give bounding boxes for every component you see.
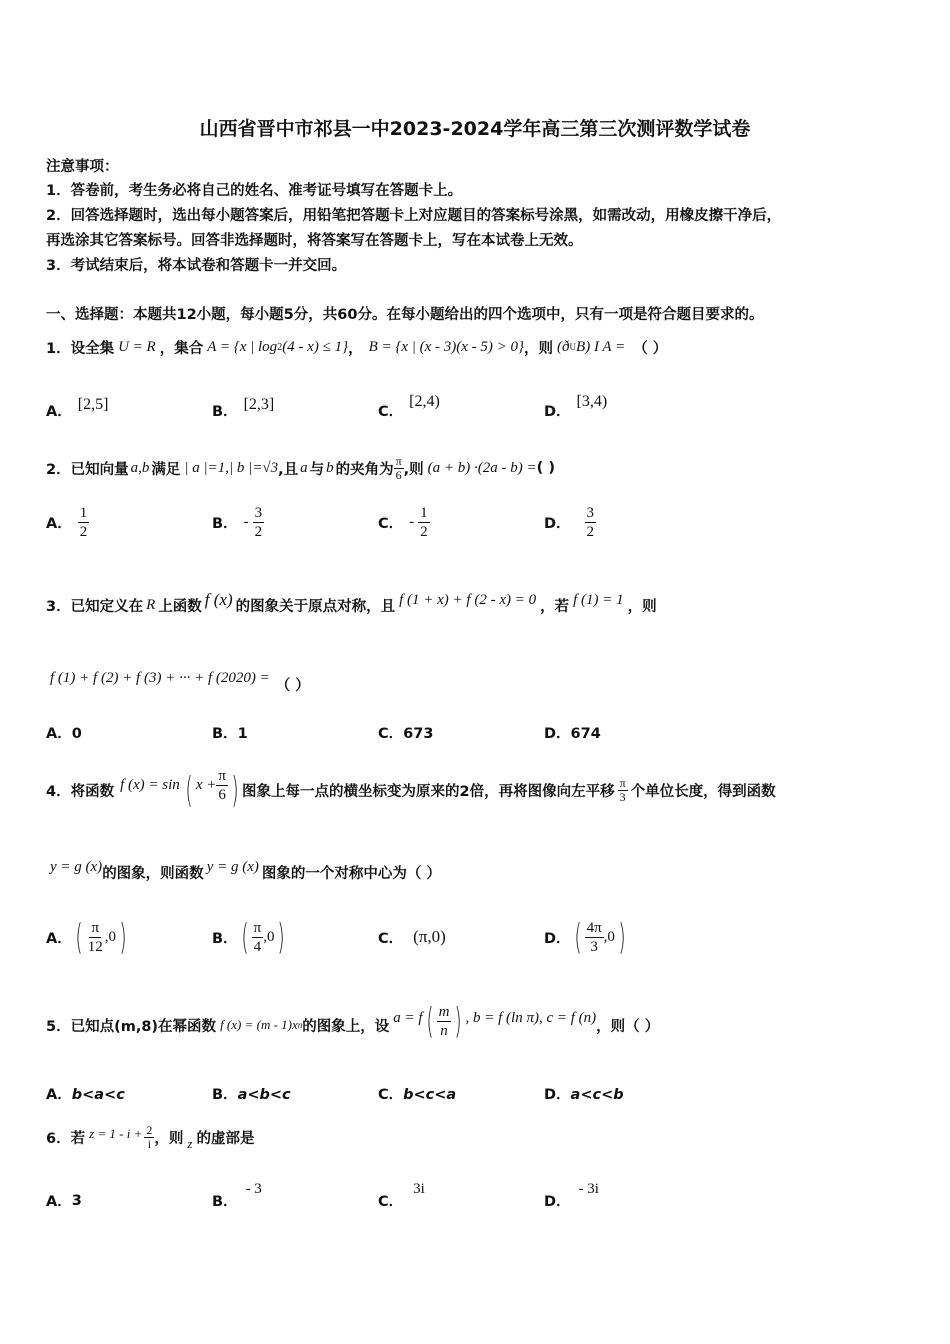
q5-option-a[interactable] bbox=[46, 1083, 212, 1104]
option-value: 673 bbox=[403, 726, 434, 742]
option-fraction: $\frac{1}{2}$ bbox=[420, 505, 428, 540]
page-title: 山西省晋中市祁县一中2023-2024学年高三第三次测评数学试卷 bbox=[199, 118, 751, 140]
option-value: 3 bbox=[71, 1192, 82, 1209]
option-value: 1 bbox=[237, 726, 248, 742]
q4-gx: y = g (x) bbox=[50, 858, 103, 875]
option-letter: A． bbox=[46, 404, 72, 420]
q6-mid2: 的虚部是 bbox=[196, 1130, 255, 1147]
option-letter: B． bbox=[212, 930, 238, 947]
q5-aeq: a = f bbox=[393, 1009, 423, 1026]
q4-shift: $\frac{\pi}{3}$ bbox=[619, 775, 626, 804]
note-2-cont: 再选涂其它答案标号。回答非选择题时，将答案写在答题卡上，写在本试卷上无效。 bbox=[46, 233, 583, 249]
q4-xplus: x + bbox=[195, 776, 217, 793]
q5-option-c[interactable] bbox=[378, 1083, 544, 1104]
option-letter: B． bbox=[212, 516, 238, 532]
option-value: 674 bbox=[570, 726, 601, 742]
q2-angle: $\frac{\pi}{6}$ bbox=[395, 453, 402, 482]
q6-option-d[interactable] bbox=[544, 1176, 710, 1211]
q1-exprsub: U bbox=[569, 342, 577, 352]
q4-fx: f (x) = sin bbox=[120, 776, 180, 793]
note-2: 2．回答选择题时，选出每小题答案后，用铅笔把答题卡上对应题目的答案标号涂黑，如需改动，用橡皮擦干净后， bbox=[46, 208, 782, 224]
q4-line2 bbox=[50, 855, 441, 889]
option-value: b<a<c bbox=[71, 1087, 125, 1103]
q3-option-c[interactable] bbox=[378, 722, 544, 743]
q2-option-a[interactable] bbox=[46, 504, 212, 541]
option-value: 0 bbox=[71, 726, 82, 742]
q1-option-d[interactable] bbox=[544, 388, 710, 421]
option-letter: A． bbox=[46, 516, 72, 532]
option-fraction: $\frac{3}{2}$ bbox=[254, 505, 263, 540]
option-value: - 3 bbox=[245, 1181, 262, 1197]
q4-pi-over-6: $\frac{\pi}{6}$ bbox=[218, 767, 226, 803]
q2-mid1: 满足 bbox=[151, 461, 181, 478]
q2-ab: a,b bbox=[130, 459, 150, 476]
q5-sup: n bbox=[297, 1020, 303, 1030]
option-fraction: $\frac{4\pi}{3}$ bbox=[586, 919, 602, 955]
q4-option-a[interactable]: A． ( $\frac{\pi}{12}$ ,0 ) bbox=[46, 916, 127, 958]
q4-mid1: 图象上每一点的横坐标变为原来的2倍，再将图像向左平移 bbox=[242, 783, 615, 800]
option-letter: B． bbox=[212, 1194, 238, 1210]
q2-cond: | a |=1,| b |=√3 bbox=[184, 459, 279, 476]
option-sign: - bbox=[243, 514, 249, 530]
option-value: [2,5] bbox=[77, 395, 109, 413]
section-heading: 一、选择题：本题共12小题，每小题5分，共60分。在每小题给出的四个选项中，只有一项是符合题目要求的。 bbox=[46, 307, 764, 323]
q3-options bbox=[46, 722, 710, 743]
q1-u: U = R bbox=[118, 338, 156, 355]
option-value: a<b<c bbox=[237, 1087, 291, 1103]
question-2 bbox=[46, 448, 555, 488]
q3-paren: （ ） bbox=[275, 678, 310, 694]
option-letter: A． bbox=[46, 726, 72, 742]
q4-mid2: 个单位长度，得到函数 bbox=[630, 783, 776, 800]
q2-option-b[interactable] bbox=[212, 504, 378, 541]
q3-mid4: ，则 bbox=[627, 598, 657, 615]
q4-option-b[interactable]: B． ( $\frac{\pi}{4}$ ,0 ) bbox=[212, 916, 285, 958]
question-4 bbox=[46, 760, 776, 820]
option-letter: B． bbox=[212, 726, 238, 742]
q4-gx2: y = g (x) bbox=[206, 858, 259, 875]
paren-close: ) bbox=[231, 769, 239, 811]
option-letter: B． bbox=[212, 1087, 238, 1103]
q6-options bbox=[46, 1176, 710, 1211]
q6-option-a[interactable] bbox=[46, 1176, 212, 1211]
q5-options bbox=[46, 1083, 710, 1104]
q3-fx: f (x) bbox=[204, 590, 233, 609]
option-letter: D． bbox=[544, 404, 571, 420]
q2-pre: 2．已知向量 bbox=[46, 461, 129, 478]
question-1 bbox=[46, 330, 667, 364]
q4-option-d[interactable]: D． ( $\frac{4\pi}{3}$ ,0 ) bbox=[544, 916, 626, 958]
q3-option-a[interactable] bbox=[46, 722, 212, 743]
option-value: [2,3] bbox=[243, 395, 275, 413]
q3-option-d[interactable] bbox=[544, 722, 710, 743]
q1-expr2: B) I A = bbox=[576, 338, 626, 355]
option-value: 3i bbox=[413, 1181, 425, 1197]
option-letter: C． bbox=[378, 1087, 404, 1103]
q1-paren: （ ） bbox=[633, 340, 668, 357]
q6-zz: z bbox=[187, 1136, 193, 1151]
q2-expr: (a + b) ·(2a - b) = bbox=[427, 459, 537, 476]
q1-expr: (ð bbox=[557, 338, 570, 355]
q3-cond: f (1 + x) + f (2 - x) = 0 bbox=[399, 591, 537, 608]
question-5: 5．已知点(m,8)在幂函数 f (x) = (m - 1)x n 的图象上，设 a = f ( $\frac{m}{n}$ ) , b = f (ln π), c = f (n) ，则（ ） bbox=[46, 1000, 660, 1042]
option-letter: A． bbox=[46, 930, 72, 947]
q2-option-d[interactable] bbox=[544, 504, 710, 541]
q1-options bbox=[46, 388, 710, 421]
q1-setA: A = {x | log bbox=[207, 338, 278, 355]
option-letter: C． bbox=[378, 930, 404, 947]
option-fraction: $\frac{3}{2}$ bbox=[586, 505, 595, 540]
q6-mid1: ，则 bbox=[154, 1130, 184, 1147]
q5-m-over-n: $\frac{m}{n}$ bbox=[438, 1003, 450, 1039]
q4-mid3: 的图象，则函数 bbox=[102, 865, 204, 882]
q6-fraction: $\frac{2}{i}$ bbox=[146, 1122, 153, 1151]
option-letter: D． bbox=[544, 930, 571, 947]
option-fraction: $\frac{\pi}{12}$ bbox=[87, 919, 103, 955]
q3-sum-line bbox=[50, 662, 310, 695]
q6-pre: 6．若 bbox=[46, 1130, 86, 1147]
option-value: (π,0) bbox=[413, 927, 446, 946]
q5-fx: f (x) = (m - 1)x bbox=[220, 1017, 298, 1032]
q3-mid3: ，若 bbox=[540, 598, 570, 615]
q3-f1: f (1) = 1 bbox=[573, 591, 624, 608]
q5-mid1: 的图象上，设 bbox=[302, 1018, 390, 1035]
option-value: - 3i bbox=[578, 1181, 599, 1197]
q2-paren: ( ) bbox=[536, 460, 555, 476]
q4-options bbox=[46, 912, 710, 962]
q2-mid2: ,且 bbox=[278, 461, 299, 478]
option-letter: D． bbox=[544, 726, 571, 742]
q5-pre: 5．已知点(m,8)在幂函数 bbox=[46, 1018, 217, 1035]
note-3: 3．考试结束后，将本试卷和答题卡一并交回。 bbox=[46, 258, 347, 274]
q3-R: R bbox=[146, 596, 156, 613]
q5-mid2: ，则（ ） bbox=[596, 1018, 660, 1035]
option-letter: D． bbox=[544, 516, 571, 532]
option-fraction: $\frac{\pi}{4}$ bbox=[253, 919, 262, 955]
option-value: b<c<a bbox=[403, 1087, 457, 1103]
q3-pre: 3．已知定义在 bbox=[46, 598, 144, 615]
q3-mid2: 的图象关于原点对称，且 bbox=[235, 598, 396, 615]
q2-mid5: ,则 bbox=[403, 461, 424, 478]
q6-z: z = 1 - i + bbox=[89, 1126, 143, 1141]
q1-option-b[interactable] bbox=[212, 388, 378, 421]
q6-option-b[interactable] bbox=[212, 1176, 378, 1211]
q1-sub2: 2 bbox=[277, 341, 283, 353]
option-letter: C． bbox=[378, 1194, 404, 1210]
q4-mid4: 图象的一个对称中心为（ ） bbox=[261, 865, 441, 882]
option-value: [3,4) bbox=[576, 392, 608, 410]
q3-option-b[interactable] bbox=[212, 722, 378, 743]
q4-pre: 4．将函数 bbox=[46, 783, 115, 800]
option-value: [2,4) bbox=[409, 392, 440, 410]
option-letter: C． bbox=[378, 404, 404, 420]
q1-pre: 1．设全集 bbox=[46, 340, 115, 357]
option-letter: A． bbox=[46, 1194, 72, 1210]
notes-heading: 注意事项： bbox=[46, 159, 119, 175]
q2-b: b bbox=[326, 459, 334, 476]
question-3 bbox=[46, 588, 657, 622]
q2-mid3: 与 bbox=[309, 461, 325, 478]
q5-rest: , b = f (ln π), c = f (n) bbox=[465, 1009, 597, 1026]
q1-mid: ，集合 bbox=[159, 340, 204, 357]
q1-option-a[interactable] bbox=[46, 388, 212, 421]
paren-open: ( bbox=[185, 769, 193, 811]
option-letter: D． bbox=[544, 1194, 571, 1210]
q2-a: a bbox=[300, 459, 308, 476]
q2-option-c[interactable] bbox=[378, 504, 544, 541]
q6-option-c[interactable] bbox=[378, 1176, 544, 1211]
option-sign: - bbox=[409, 514, 415, 530]
q2-mid4: 的夹角为 bbox=[335, 461, 394, 478]
q5-option-b[interactable] bbox=[212, 1083, 378, 1104]
q2-options bbox=[46, 504, 710, 541]
q1-comma2: ，则 bbox=[524, 340, 554, 357]
option-letter: C． bbox=[378, 726, 404, 742]
option-letter: C． bbox=[378, 516, 404, 532]
q1-comma: ， bbox=[348, 340, 363, 357]
q5-option-d[interactable] bbox=[544, 1083, 710, 1104]
option-letter: B． bbox=[212, 404, 238, 420]
option-value: a<c<b bbox=[570, 1087, 624, 1103]
q4-option-c[interactable] bbox=[378, 927, 544, 948]
option-letter: D． bbox=[544, 1087, 571, 1103]
q1-setB: B = {x | (x - 3)(x - 5) > 0} bbox=[368, 338, 525, 355]
option-fraction: $\frac{1}{2}$ bbox=[79, 505, 88, 540]
note-1: 1．答卷前，考生务必将自己的姓名、准考证号填写在答题卡上。 bbox=[46, 183, 463, 199]
q3-mid1: 上函数 bbox=[158, 598, 202, 615]
option-letter: A． bbox=[46, 1087, 72, 1103]
q1-setA2: (4 - x) ≤ 1} bbox=[282, 338, 349, 355]
q1-option-c[interactable] bbox=[378, 388, 544, 421]
q3-sum: f (1) + f (2) + f (3) + ··· + f (2020) = bbox=[50, 670, 270, 686]
question-6 bbox=[46, 1118, 254, 1156]
